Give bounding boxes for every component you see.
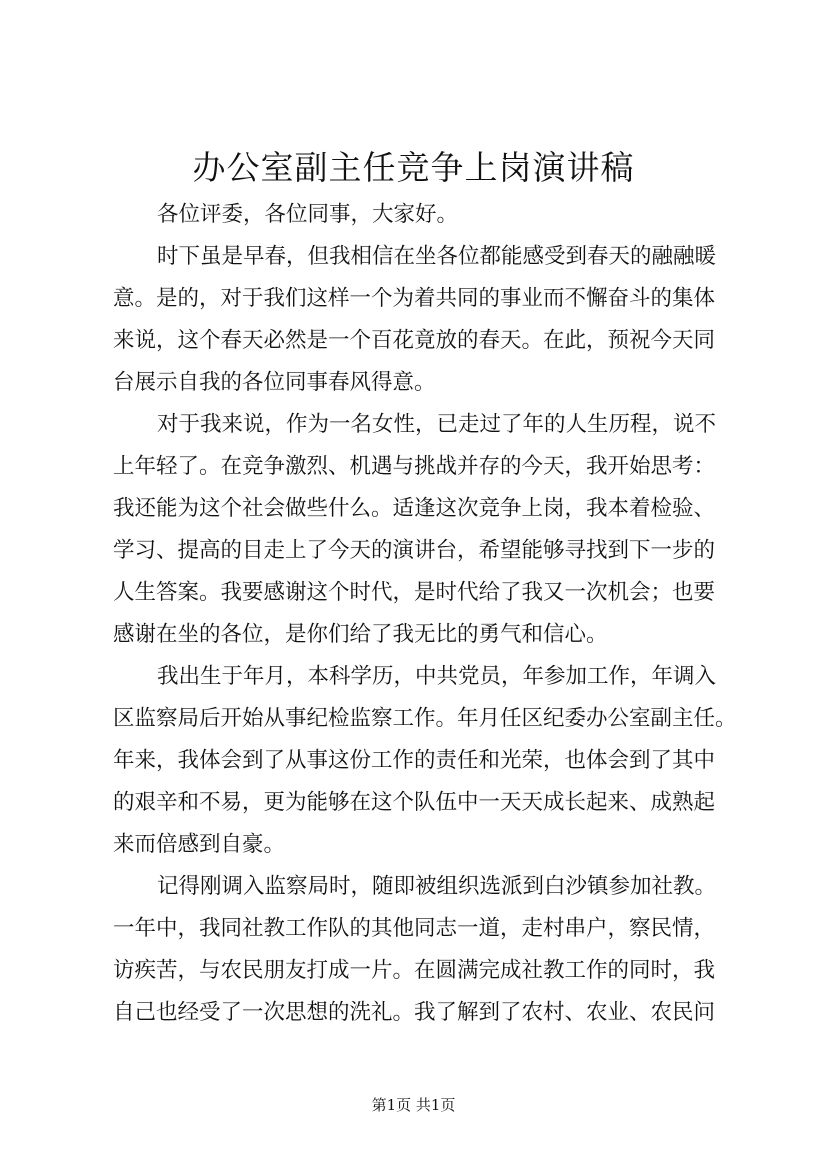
body-line: 访疾苦，与农民朋友打成一片。在圆满完成社教工作的同时，我 bbox=[113, 958, 716, 983]
body-line: 的艰辛和不易，更为能够在这个队伍中一天天成长起来、成熟起 bbox=[113, 790, 716, 815]
body-line: 对于我来说，作为一名女性，已走过了年的人生历程，说不 bbox=[157, 412, 717, 437]
body-line: 区监察局后开始从事纪检监察工作。年月任区纪委办公室副主任。 bbox=[113, 706, 737, 731]
body-line: 来而倍感到自豪。 bbox=[113, 832, 286, 857]
body-line: 意。是的，对于我们这样一个为着共同的事业而不懈奋斗的集体 bbox=[113, 286, 716, 311]
body-line: 上年轻了。在竞争激烈、机遇与挑战并存的今天，我开始思考： bbox=[113, 454, 716, 479]
body-line: 感谢在坐的各位，是你们给了我无比的勇气和信心。 bbox=[113, 622, 608, 647]
body-line: 一年中，我同社教工作队的其他同志一道，走村串户，察民情， bbox=[113, 916, 716, 941]
body-line: 我出生于年月，本科学历，中共党员，年参加工作，年调入 bbox=[157, 664, 717, 689]
body-line: 年来，我体会到了从事这份工作的责任和光荣，也体会到了其中 bbox=[113, 748, 716, 773]
document-title: 办公室副主任竞争上岗演讲稿 bbox=[192, 148, 635, 187]
body-line: 自己也经受了一次思想的洗礼。我了解到了农村、农业、农民问 bbox=[113, 1000, 716, 1025]
body-line: 来说，这个春天必然是一个百花竟放的春天。在此，预祝今天同 bbox=[113, 328, 716, 353]
body-line: 记得刚调入监察局时，随即被组织选派到白沙镇参加社教。 bbox=[157, 874, 717, 899]
body-line: 时下虽是早春，但我相信在坐各位都能感受到春天的融融暖 bbox=[157, 244, 717, 269]
body-line: 学习、提高的目走上了今天的演讲台，希望能够寻找到下一步的 bbox=[113, 538, 716, 563]
body-line: 我还能为这个社会做些什么。适逢这次竞争上岗，我本着检验、 bbox=[113, 496, 716, 521]
page-footer: 第1页 共1页 bbox=[371, 1096, 456, 1114]
body-line: 人生答案。我要感谢这个时代，是时代给了我又一次机会；也要 bbox=[113, 580, 716, 605]
body-line: 各位评委，各位同事，大家好。 bbox=[157, 202, 459, 227]
body-line: 台展示自我的各位同事春风得意。 bbox=[113, 370, 436, 395]
